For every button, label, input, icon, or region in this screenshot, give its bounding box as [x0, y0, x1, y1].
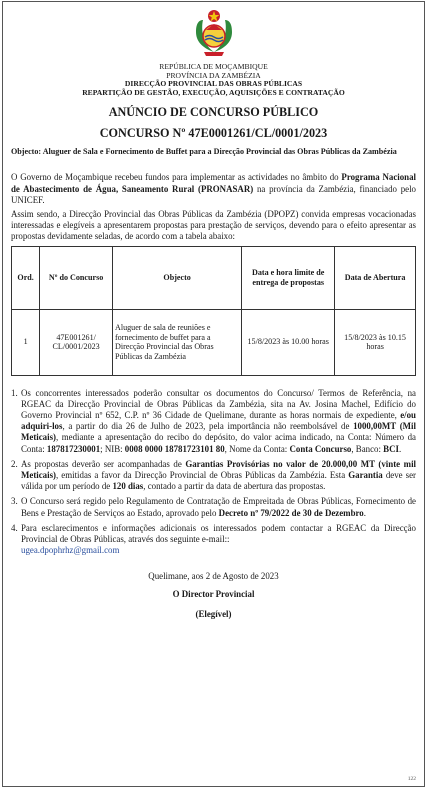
cell-deadline: 15/8/2023 às 10.00 horas	[242, 309, 335, 375]
col-object: Objecto	[112, 246, 241, 309]
item-text: , Banco:	[351, 443, 384, 454]
item-text: , contado a partir da data de abertura das propostas.	[143, 481, 326, 492]
tender-object: Objecto: Aluguer de Sala e Fornecimento de Buffet para a Direcção Provincial das Obras Públicas da Zambézia	[11, 147, 397, 157]
item-text: Os concorrentes interessados poderão consultar os documentos do Concurso/ Termos de Referência, na RGEAC da Direcção Provincial de Obras Públicas da Zambézia, sita na Av. Josina Machel, Edifício do Governo Provincial nº 652, C.P. nº 36 Cidade de Quelimane, durante as horas normais de expediente,	[21, 387, 416, 420]
item-bold: e/ou adquiri-los	[21, 410, 416, 432]
col-deadline: Data e hora limite de entrega de propostas	[242, 246, 335, 309]
header-directorate: DIRECÇÃO PROVINCIAL DAS OBRAS PÚBLICAS	[124, 79, 303, 89]
list-item	[11, 388, 416, 455]
item-text: As propostas deverão ser acompanhadas de	[21, 458, 186, 469]
cell-opening-date: 15/8/2023 às 10.15 horas	[335, 309, 416, 375]
document-header	[11, 63, 416, 97]
item-text: Para esclarecimentos e informações adicionais os interessados podem contactar a RGEAC da Direcção Provincial de Obras Públicas, através dos seguinte e-mail::	[21, 522, 416, 545]
intro-text-c: na província da Zambézia, financiado pelo UNICEF.	[11, 183, 416, 205]
programme-name: Programa Nacional de Abastecimento de Água, Saneamento Rural (PRONASAR)	[11, 172, 416, 194]
item-text: , emitidas a favor da Direcção Provincial de Obras Públicas da Zambézia. Esta	[56, 470, 349, 481]
item-text: , Nome da Conta:	[224, 443, 290, 454]
decree-reference: Decreto nº 79/2022 de 30 de Dezembro	[218, 507, 364, 518]
item-bold: Garantias Provisórias no valor de 20.000,00 MT (vinte mil Meticais)	[21, 458, 416, 481]
item-text: .	[363, 507, 366, 518]
header-department: REPARTIÇÃO DE GESTÃO, EXECUÇÃO, AQUISIÇÕES E CONTRATAÇÃO	[82, 87, 345, 97]
signature-date: Quelimane, aos 2 de Agosto de 2023	[148, 571, 279, 582]
announcement-page	[2, 1, 425, 787]
item-text: ; NIB:	[100, 443, 125, 454]
list-item	[11, 459, 416, 493]
tender-table	[11, 246, 416, 376]
item-bold: 1000,00MT (Mil Meticais)	[21, 421, 416, 443]
col-opening-date: Data de Abertura	[335, 246, 416, 309]
item-number: 3.	[11, 496, 18, 507]
intro-text-a: O Governo de Moçambique recebeu fundos para implementar as actividades no âmbito do	[11, 172, 342, 183]
table-row	[12, 309, 416, 375]
list-item	[11, 496, 416, 518]
conditions-list	[11, 388, 416, 557]
header-republic: REPÚBLICA DE MOÇAMBIQUE	[159, 62, 268, 71]
item-text: deve ser válida por um período de	[21, 470, 416, 492]
nib-number: 0008 0000 18781723101 80	[124, 443, 225, 454]
bank-name: BCI	[383, 443, 399, 454]
intro-paragraph-2: Assim sendo, a Direcção Provincial das Obras Públicas da Zambézia (DPOPZ) convida empresas vocacionadas interessadas e elegíveis a apresentarem propostas para prestação de serviços, devendo para o efeito apresentar as propostas devidamente seladas, de acordo com a tabela abaixo:	[11, 208, 416, 242]
item-bold: 120 dias	[112, 481, 144, 492]
header-province: PROVÍNCIA DA ZAMBÉZIA	[166, 70, 261, 80]
item-text: , mediante a apresentação do recibo do depósito, do valor acima indicado, na Conta: Número da Conta:	[21, 432, 416, 454]
tender-number: CONCURSO Nº 47E0001261/CL/0001/2023	[99, 126, 328, 141]
item-number: 4.	[11, 522, 18, 533]
cell-ord: 1	[12, 309, 40, 375]
col-tender-number: Nº do Concurso	[40, 246, 113, 309]
account-name: Conta Concurso	[289, 443, 352, 454]
announcement-title: ANÚNCIO DE CONCURSO PÚBLICO	[108, 105, 319, 120]
item-bold: Garantia	[348, 470, 383, 481]
signatory-role: O Director Provincial	[172, 589, 255, 600]
cell-object: Aluguer de sala de reuniões e fornecimento de buffet para a Direcção Provincial das Obras Públicas da Zambézia	[112, 309, 241, 375]
cell-tender-number: 47E001261/ CL/0001/2023	[40, 309, 113, 375]
page-folio: 122	[407, 776, 416, 782]
intro-paragraph-1	[11, 172, 416, 206]
item-text: .	[398, 443, 402, 454]
item-number: 2.	[11, 458, 18, 469]
contact-email-link[interactable]: ugea.dpophrhz@gmail.com	[21, 545, 120, 556]
coat-of-arms-icon	[191, 8, 237, 60]
list-item	[11, 523, 416, 557]
col-ord: Ord.	[12, 246, 40, 309]
account-number: 187817230001	[46, 443, 101, 454]
item-text: O Concurso será regido pelo Regulamento de Contratação de Empreitada de Obras Públicas, Fornecimento de Bens e Prestação de Serviços ao Estado, aprovado pelo	[21, 496, 416, 518]
table-header-row	[12, 246, 416, 309]
item-text: , a partir do dia 26 de Julho de 2023, pela importância não reembolsável de	[62, 421, 354, 432]
item-number: 1.	[11, 387, 18, 398]
signatory-name: (Elegível)	[195, 609, 232, 620]
